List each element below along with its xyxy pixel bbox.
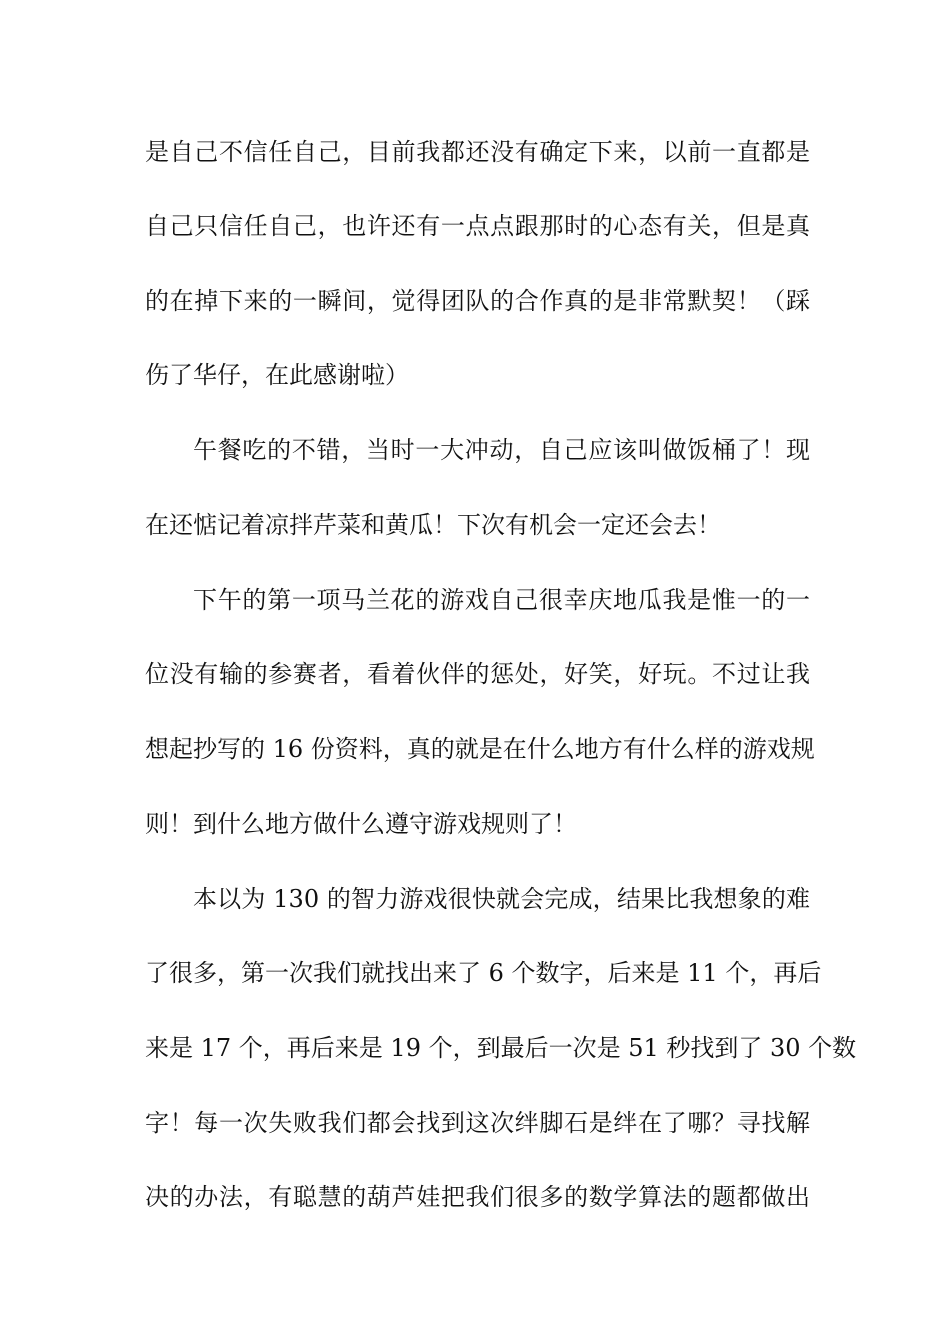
text-line: 位没有输的参赛者，看着伙伴的惩处，好笑，好玩。不过让我 — [145, 660, 810, 688]
text-line-first: 下午的第一项马兰花的游戏自己很幸庆地瓜我是惟一的一 — [193, 586, 810, 614]
text-line-first: 午餐吃的不错，当时一大冲动，自己应该叫做饭桶了！现 — [193, 436, 810, 464]
text-line: 在还惦记着凉拌芹菜和黄瓜！下次有机会一定还会去！ — [145, 511, 721, 539]
text-line-first: 本以为 130 的智力游戏很快就会完成，结果比我想象的难 — [193, 885, 810, 913]
text-line: 决的办法，有聪慧的葫芦娃把我们很多的数学算法的题都做出 — [145, 1183, 810, 1211]
text-line: 来是 17 个，再后来是 19 个，到最后一次是 51 秒找到了 30 个数 — [145, 1034, 857, 1062]
text-line: 的在掉下来的一瞬间，觉得团队的合作真的是非常默契！（踩 — [145, 287, 810, 315]
text-line: 了很多，第一次我们就找出来了 6 个数字，后来是 11 个，再后 — [145, 959, 822, 987]
text-line: 伤了华仔，在此感谢啦） — [145, 361, 409, 389]
text-line: 自己只信任自己，也许还有一点点跟那时的心态有关，但是真 — [145, 212, 810, 240]
text-line: 想起抄写的 16 份资料，真的就是在什么地方有什么样的游戏规 — [145, 735, 815, 763]
text-line: 是自己不信任自己，目前我都还没有确定下来，以前一直都是 — [145, 138, 810, 166]
text-line: 则！到什么地方做什么遵守游戏规则了！ — [145, 810, 577, 838]
text-line: 字！每一次失败我们都会找到这次绊脚石是绊在了哪？寻找解 — [145, 1109, 810, 1137]
